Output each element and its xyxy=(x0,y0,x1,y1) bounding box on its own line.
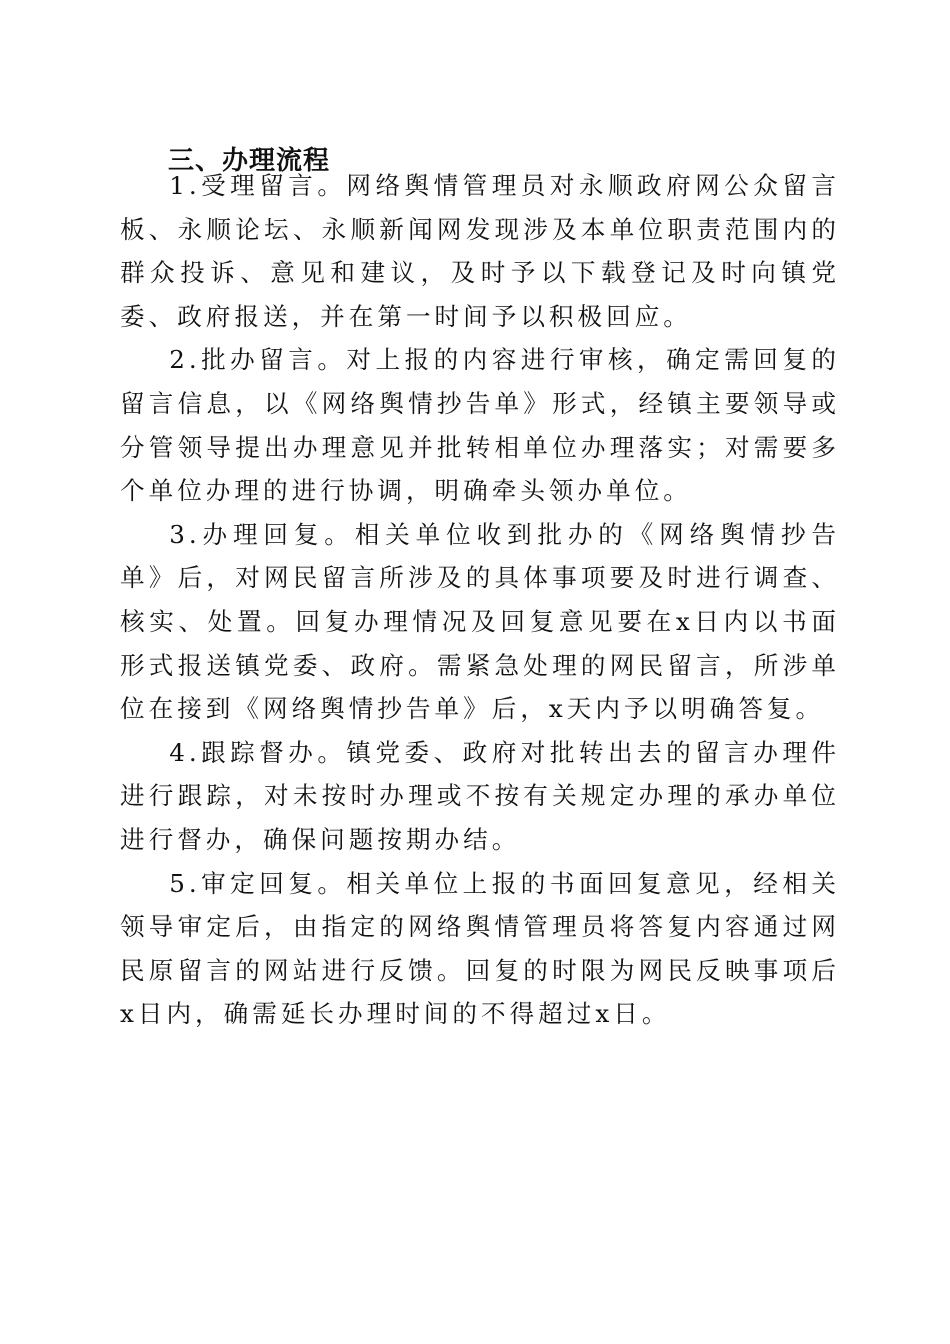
section-body xyxy=(120,164,840,1036)
paragraph-track-supervise: 4.跟踪督办。镇党委、政府对批转出去的留言办理件进行跟踪，对未按时办理或不按有关规定办理的承办单位进行督办，确保问题按期办结。 xyxy=(120,737,840,854)
section-heading: 三、办理流程 xyxy=(168,146,331,176)
paragraph-assign-messages: 2.批办留言。对上报的内容进行审核，确定需回复的留言信息，以《网络舆情抄告单》形式，经镇主要领导或分管领导提出办理意见并批转相单位办理落实；对需要多个单位办理的进行协调，明确牵头领办单位。 xyxy=(120,345,840,506)
paragraph-review-reply: 5.审定回复。相关单位上报的书面回复意见，经相关领导审定后，由指定的网络舆情管理员将答复内容通过网民原留言的网站进行反馈。回复的时限为网民反映事项后x日内，确需延长办理时间的不得超过x日。 xyxy=(120,868,840,1029)
paragraph-accept-messages: 1.受理留言。网络舆情管理员对永顺政府网公众留言板、永顺论坛、永顺新闻网发现涉及本单位职责范围内的群众投诉、意见和建议，及时予以下载登记及时向镇党委、政府报送，并在第一时间予以积极回应。 xyxy=(120,171,840,331)
paragraph-handle-reply: 3.办理回复。相关单位收到批办的《网络舆情抄告单》后，对网民留言所涉及的具体事项要及时进行调查、核实、处置。回复办理情况及回复意见要在x日内以书面形式报送镇党委、政府。需紧急处理的网民留言，所涉单位在接到《网络舆情抄告单》后，x天内予以明确答复。 xyxy=(120,519,840,724)
